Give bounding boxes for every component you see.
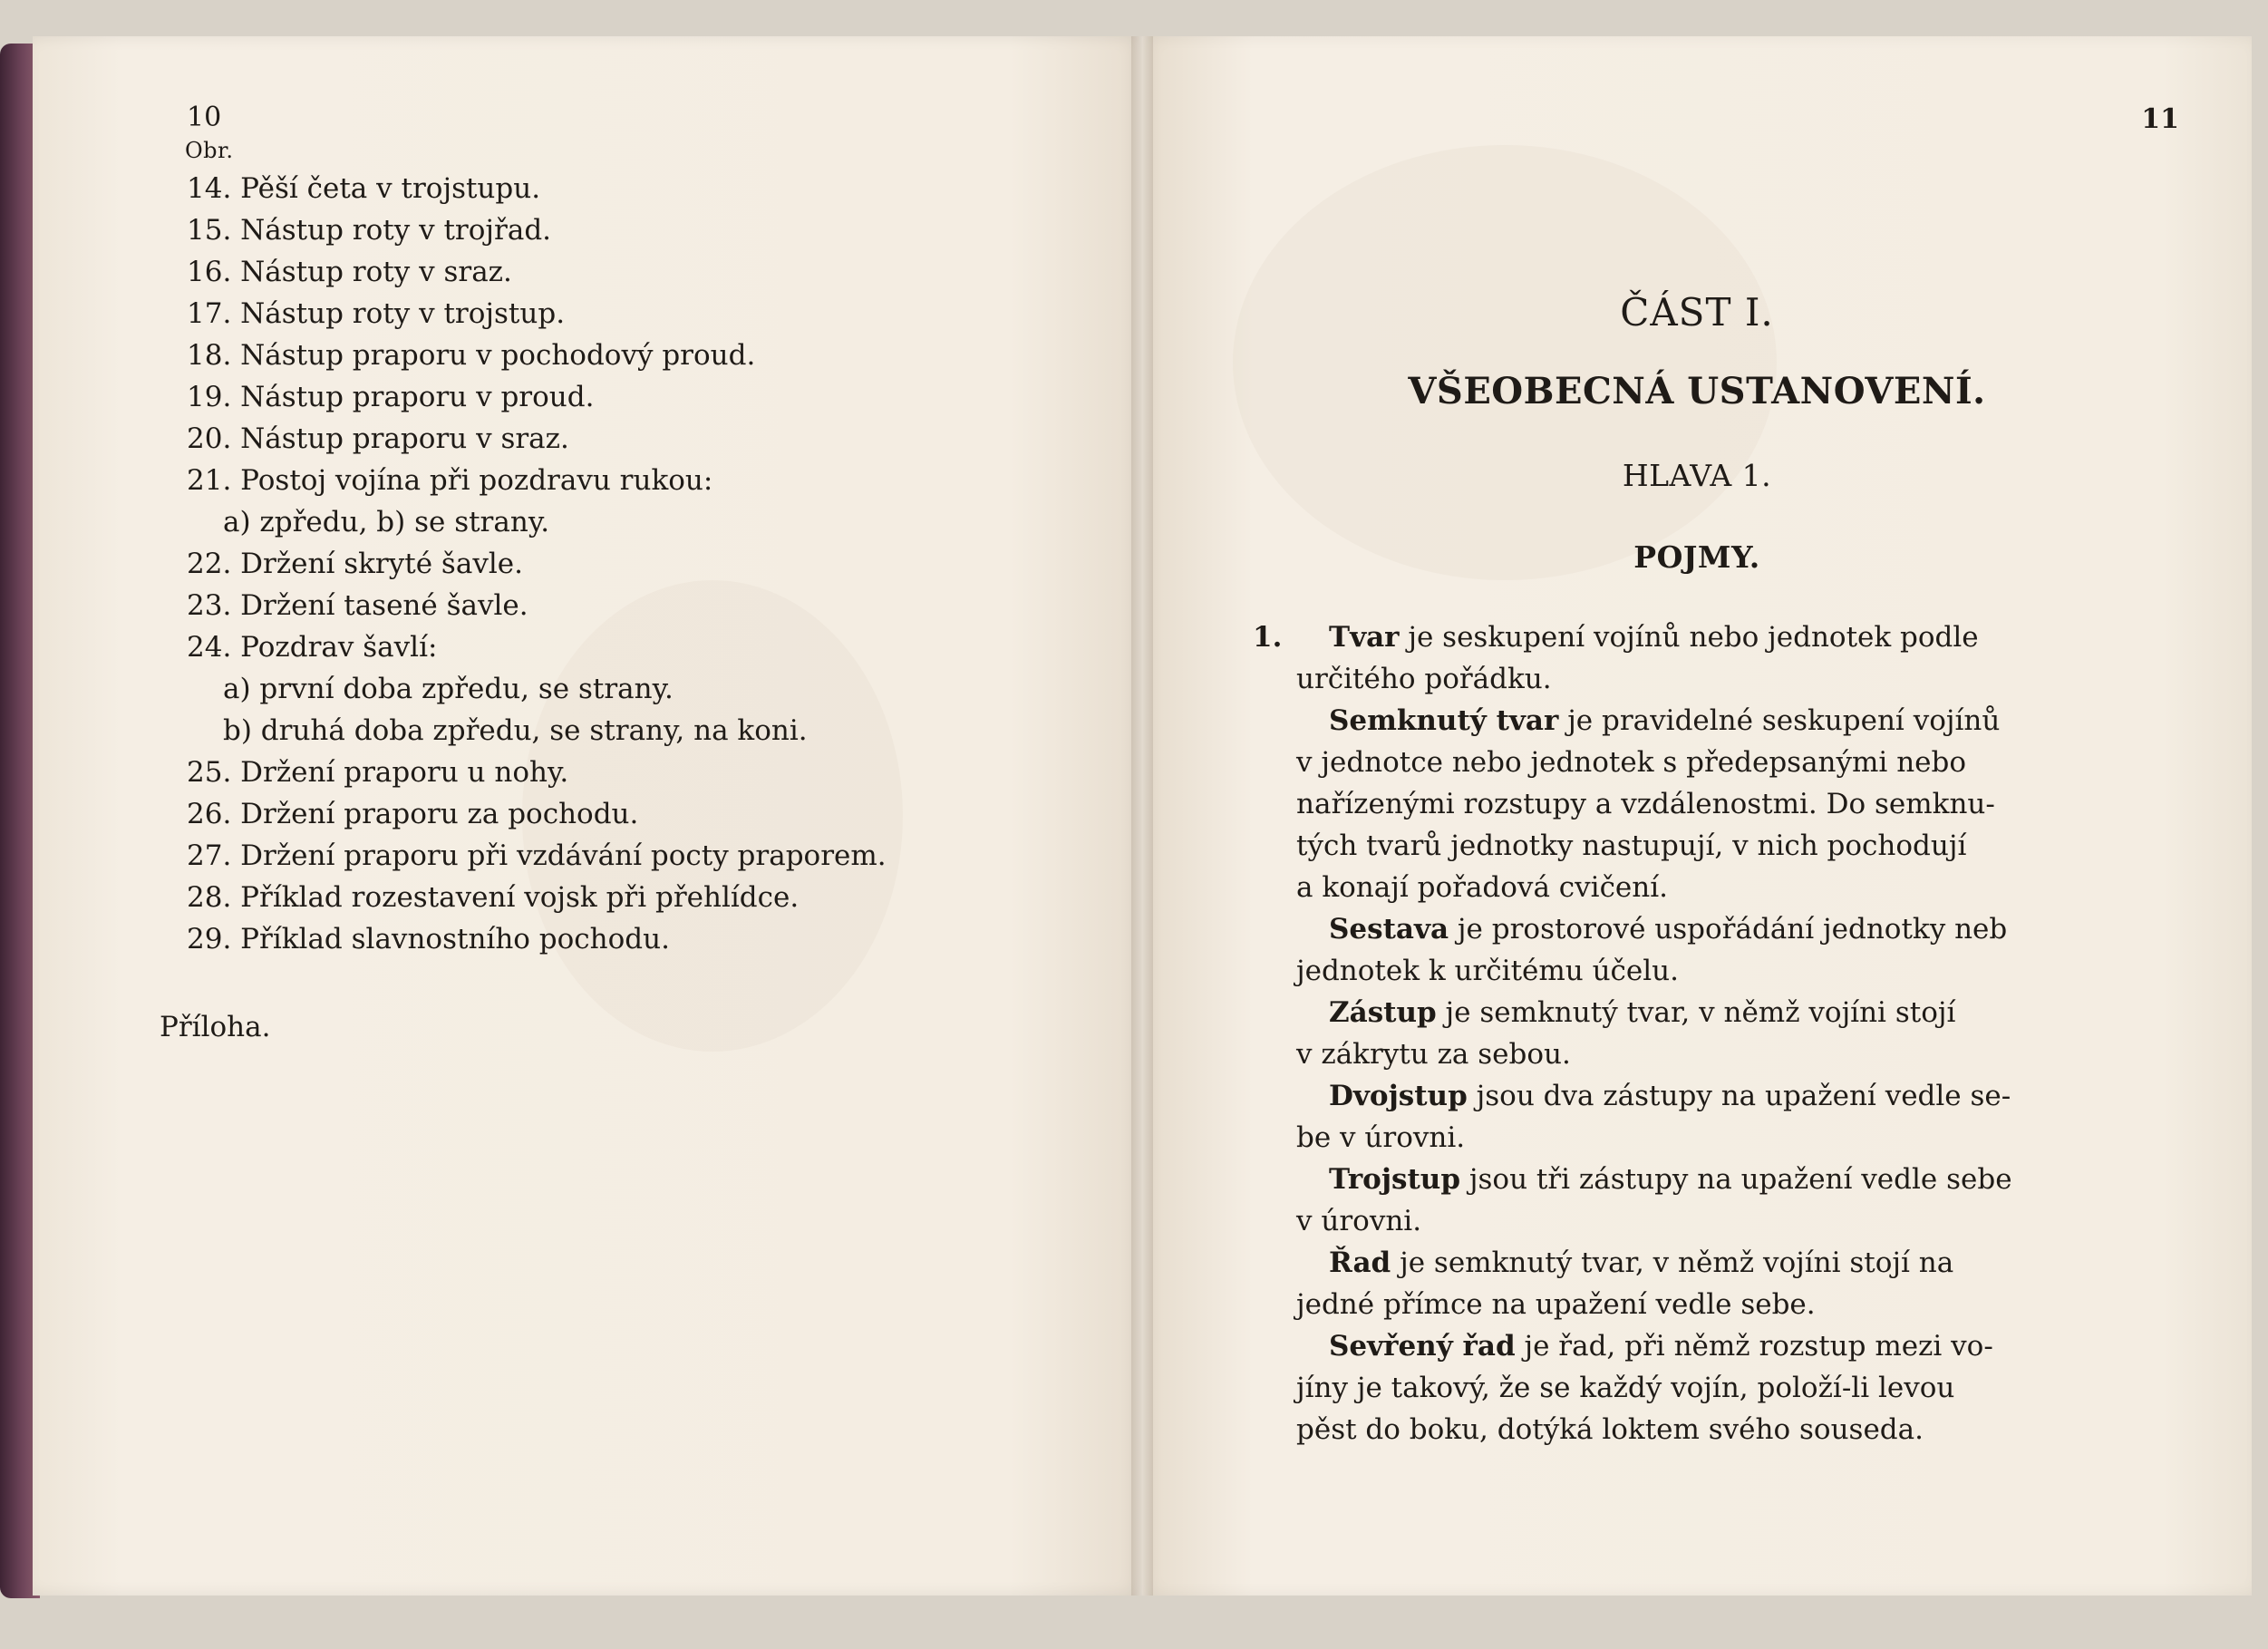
- definition-term: Trojstup: [1329, 1163, 1461, 1196]
- definition-text: be v úrovni.: [1296, 1121, 1466, 1154]
- definition-text: v úrovni.: [1296, 1205, 1422, 1237]
- definition-line: [1296, 1367, 2148, 1409]
- definition-text: jednotek k určitému účelu.: [1296, 955, 1679, 987]
- definition-line: [1296, 658, 2148, 700]
- appendix-label: Příloha.: [160, 1011, 271, 1043]
- figure-item: 18. Nástup praporu v pochodový proud.: [187, 339, 756, 372]
- definition-line: [1296, 1159, 2148, 1200]
- definition-7: [1296, 1242, 2148, 1325]
- figure-item: 24. Pozdrav šavlí:: [187, 631, 438, 664]
- paragraph-number: 1.: [1253, 621, 1283, 654]
- open-book: [33, 36, 2252, 1596]
- left-page-number: 10: [187, 102, 222, 133]
- definition-text: jsou tři zástupy na upažení vedle sebe: [1460, 1163, 2012, 1196]
- figure-item: 25. Držení praporu u nohy.: [187, 756, 569, 789]
- figure-subitem: a) zpředu, b) se strany.: [223, 506, 550, 538]
- figure-item: 21. Postoj vojína při pozdravu rukou:: [187, 464, 713, 497]
- figure-item: 27. Držení praporu při vzdávání pocty praporem.: [187, 839, 887, 872]
- definition-term: Sestava: [1329, 913, 1449, 946]
- definitions-text: [1253, 616, 2148, 1450]
- figure-item: 16. Nástup roty v sraz.: [187, 256, 512, 288]
- definition-4: [1296, 992, 2148, 1075]
- part-heading: ČÁST I.: [1620, 290, 1774, 335]
- definition-5: [1296, 1075, 2148, 1159]
- definition-text: a konají pořadová cvičení.: [1296, 871, 1669, 904]
- definition-text: je prostorové uspořádání jednotky neb: [1449, 913, 2008, 946]
- definition-text: určitého pořádku.: [1296, 663, 1552, 695]
- definition-1: [1296, 616, 2148, 700]
- figure-subitem: b) druhá doba zpředu, se strany, na koni.: [223, 714, 808, 747]
- definition-term: Sevřený řad: [1329, 1330, 1516, 1363]
- figure-item: 19. Nástup praporu v proud.: [187, 381, 595, 413]
- definition-term: Dvojstup: [1329, 1080, 1468, 1112]
- definition-text: tých tvarů jednotky nastupují, v nich pochodují: [1296, 829, 1967, 862]
- definition-line: [1296, 742, 2148, 783]
- figure-item: 22. Držení skryté šavle.: [187, 548, 523, 580]
- figure-item: 17. Nástup roty v trojstup.: [187, 297, 566, 330]
- figure-item: 23. Držení tasené šavle.: [187, 589, 528, 622]
- definition-text: je semknutý tvar, v němž vojíni stojí na: [1391, 1246, 1954, 1279]
- definition-text: jíny je takový, že se každý vojín, položí-li levou: [1296, 1372, 1955, 1404]
- definition-3: [1296, 908, 2148, 992]
- paper-stain: [1233, 145, 1777, 580]
- definition-text: je semknutý tvar, v němž vojíni stojí: [1436, 996, 1956, 1029]
- definition-line: [1296, 825, 2148, 867]
- definition-line: [1296, 1075, 2148, 1117]
- definition-term: Řad: [1329, 1246, 1391, 1279]
- section-heading: POJMY.: [1633, 539, 1760, 575]
- title-heading: VŠEOBECNÁ USTANOVENÍ.: [1408, 370, 1986, 412]
- definition-term: Semknutý tvar: [1329, 704, 1559, 737]
- definition-text: jedné přímce na upažení vedle sebe.: [1296, 1288, 1816, 1321]
- definition-line: [1296, 1242, 2148, 1284]
- figure-item: 26. Držení praporu za pochodu.: [187, 798, 639, 830]
- definition-line: [1296, 1200, 2148, 1242]
- left-page: [33, 36, 1143, 1596]
- definition-line: [1296, 1325, 2148, 1367]
- definition-line: [1296, 867, 2148, 908]
- figure-item: 15. Nástup roty v trojřad.: [187, 214, 552, 247]
- chapter-heading: HLAVA 1.: [1622, 458, 1772, 493]
- definition-text: je řad, při němž rozstup mezi vo-: [1515, 1330, 1993, 1363]
- book-gutter: [1131, 36, 1153, 1596]
- definition-text: v zákrytu za sebou.: [1296, 1038, 1571, 1071]
- definition-line: [1296, 616, 2148, 658]
- definition-8: [1296, 1325, 2148, 1450]
- definition-line: [1296, 992, 2148, 1033]
- definition-text: v jednotce nebo jednotek s předepsanými nebo: [1296, 746, 1967, 779]
- figure-list-header: Obr.: [185, 138, 234, 163]
- definition-2: [1296, 700, 2148, 908]
- definition-text: nařízenými rozstupy a vzdálenostmi. Do semknu-: [1296, 788, 1995, 820]
- definition-line: [1296, 700, 2148, 742]
- definition-line: [1296, 1117, 2148, 1159]
- definition-line: [1296, 908, 2148, 950]
- definition-6: [1296, 1159, 2148, 1242]
- figure-item: 28. Příklad rozestavení vojsk při přehlídce.: [187, 881, 800, 914]
- definition-text: je pravidelné seskupení vojínů: [1558, 704, 2001, 737]
- definition-term: Tvar: [1329, 621, 1400, 654]
- figure-subitem: a) první doba zpředu, se strany.: [223, 673, 674, 705]
- figure-item: 20. Nástup praporu v sraz.: [187, 422, 569, 455]
- right-page-number: 11: [2141, 103, 2179, 135]
- definition-line: [1296, 1033, 2148, 1075]
- definition-term: Zástup: [1329, 996, 1437, 1029]
- definition-line: [1296, 1409, 2148, 1450]
- definition-line: [1296, 783, 2148, 825]
- definition-line: [1296, 950, 2148, 992]
- figure-list: [187, 168, 1003, 960]
- right-page: [1142, 36, 2252, 1596]
- definition-line: [1296, 1284, 2148, 1325]
- definition-text: pěst do boku, dotýká loktem svého souseda.: [1296, 1413, 1924, 1446]
- figure-item: 29. Příklad slavnostního pochodu.: [187, 923, 670, 955]
- definition-text: je seskupení vojínů nebo jednotek podle: [1399, 621, 1979, 654]
- definition-text: jsou dva zástupy na upažení vedle se-: [1467, 1080, 2011, 1112]
- figure-item: 14. Pěší četa v trojstupu.: [187, 172, 541, 205]
